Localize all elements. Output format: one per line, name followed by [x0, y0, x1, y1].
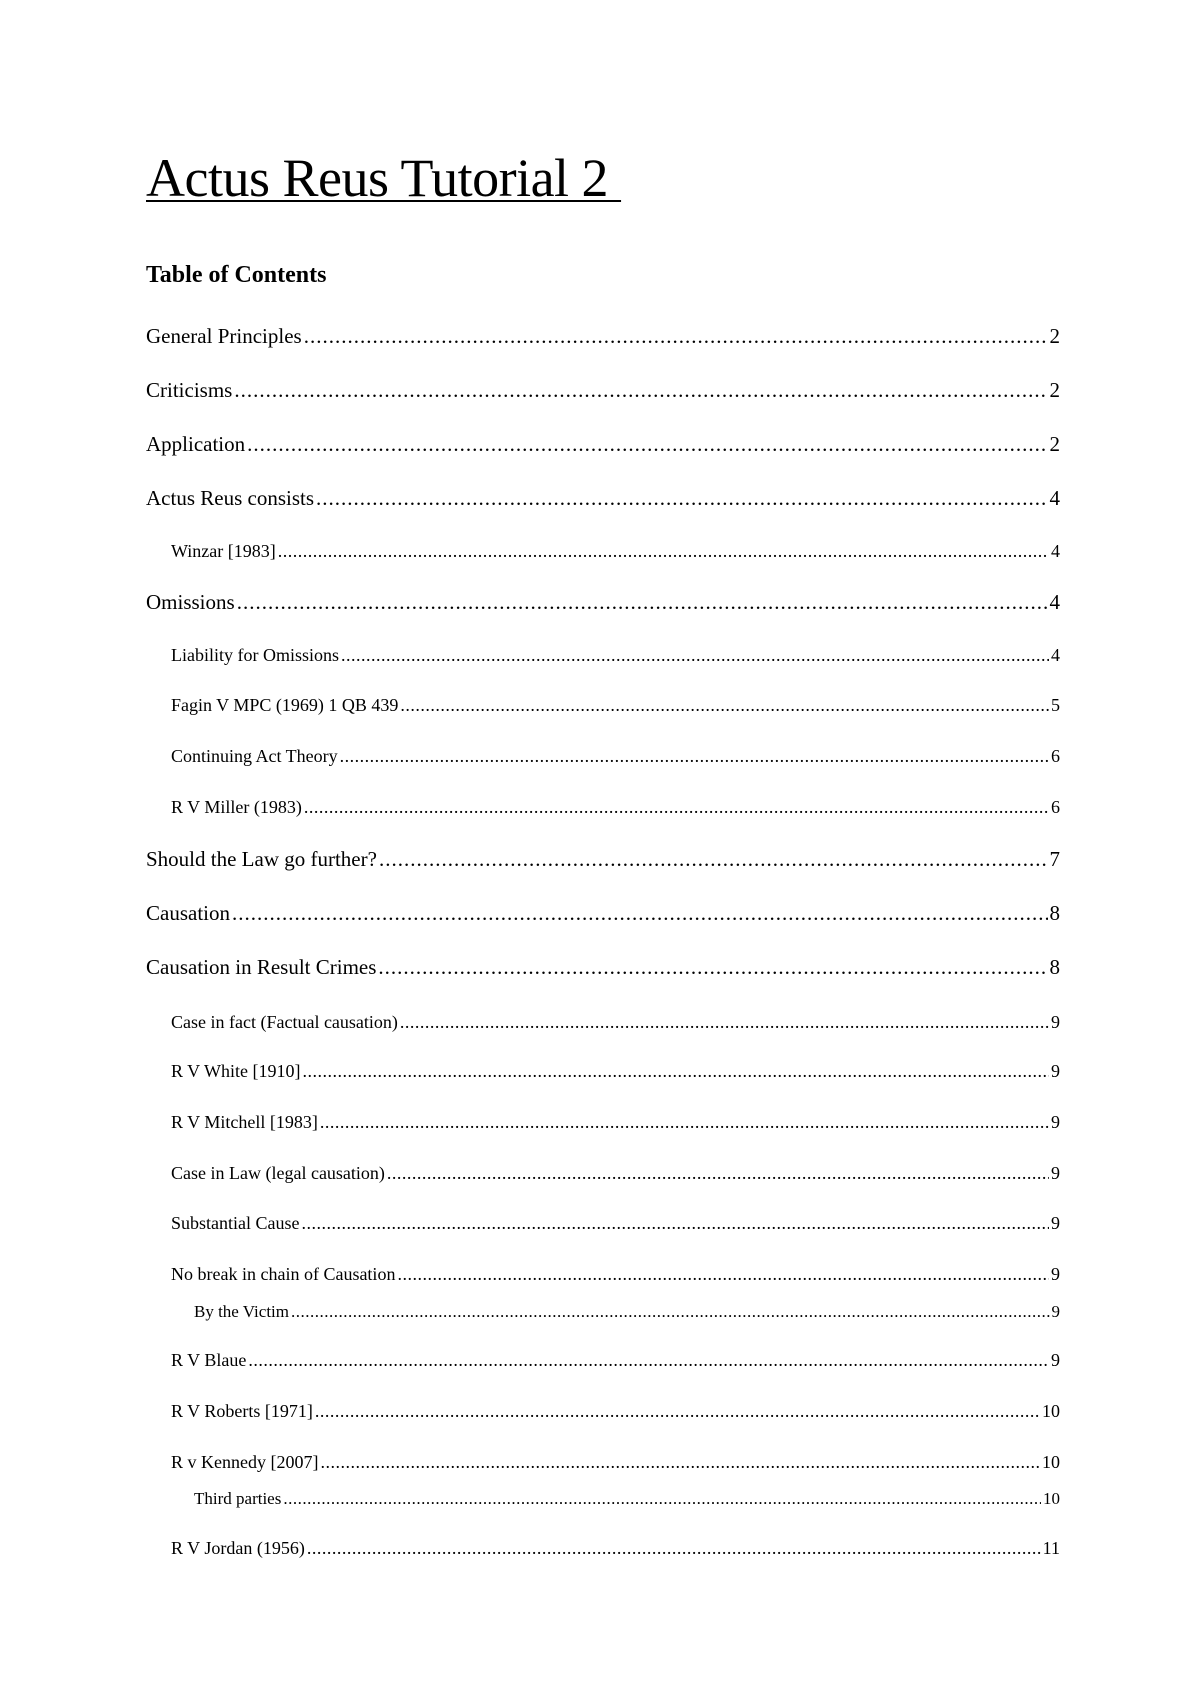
toc-entry-should-the-law-go-further[interactable]: [146, 845, 1060, 873]
toc-entry-page: 4: [1049, 590, 1060, 614]
toc-entry-third-parties[interactable]: [194, 1488, 1060, 1510]
dot-leader: [315, 1399, 1040, 1423]
dot-leader: [341, 643, 1049, 667]
dot-leader: [283, 1488, 1041, 1510]
toc-entry-page: 9: [1051, 1012, 1060, 1032]
dot-leader: [247, 430, 1047, 458]
toc-entry-label: Case in fact (Factual causation): [171, 1012, 398, 1032]
dot-leader: [304, 795, 1049, 819]
dot-leader: [234, 376, 1047, 404]
toc-entry-page: 11: [1042, 1538, 1060, 1558]
dot-leader: [304, 322, 1048, 350]
toc-entry-r-v-kennedy[interactable]: [171, 1450, 1060, 1474]
dot-leader: [397, 1262, 1049, 1286]
toc-entry-page: 9: [1051, 1264, 1060, 1284]
dot-leader: [302, 1211, 1050, 1235]
toc-entry-label: General Principles: [146, 324, 302, 348]
toc-entry-omissions[interactable]: [146, 588, 1060, 616]
dot-leader: [320, 1110, 1049, 1134]
toc-entry-substantial-cause[interactable]: [171, 1211, 1060, 1235]
toc-entry-r-v-roberts[interactable]: [171, 1399, 1060, 1423]
toc-entry-label: Fagin V MPC (1969) 1 QB 439: [171, 695, 399, 715]
toc-entry-page: 9: [1051, 1350, 1060, 1370]
toc-entry-liability-for-omissions[interactable]: [171, 643, 1060, 667]
dot-leader: [248, 1348, 1049, 1372]
toc-heading: Table of Contents: [146, 262, 327, 288]
toc-entry-label: Substantial Cause: [171, 1213, 300, 1233]
toc-entry-page: 9: [1051, 1061, 1060, 1081]
toc-entry-page: 10: [1042, 1452, 1060, 1472]
dot-leader: [316, 484, 1048, 512]
toc-entry-page: 9: [1051, 1112, 1060, 1132]
toc-entry-page: 6: [1051, 746, 1060, 766]
toc-entry-page: 9: [1051, 1163, 1060, 1183]
toc-entry-page: 7: [1049, 847, 1060, 871]
toc-entry-page: 8: [1049, 901, 1060, 925]
toc-entry-label: R V Blaue: [171, 1350, 247, 1370]
toc-entry-label: R V Miller (1983): [171, 797, 302, 817]
toc-entry-label: Application: [146, 432, 246, 456]
toc-entry-general-principles[interactable]: [146, 322, 1060, 350]
dot-leader: [379, 845, 1048, 873]
dot-leader: [303, 1059, 1050, 1083]
toc-entry-label: R V Jordan (1956): [171, 1538, 305, 1558]
toc-entry-label: Continuing Act Theory: [171, 746, 338, 766]
toc-entry-label: Causation: [146, 901, 230, 925]
dot-leader: [307, 1536, 1041, 1560]
toc-entry-criticisms[interactable]: [146, 376, 1060, 404]
toc-entry-label: Criticisms: [146, 378, 233, 402]
toc-entry-page: 10: [1042, 1401, 1060, 1421]
toc-entry-actus-reus-consists[interactable]: [146, 484, 1060, 512]
toc-entry-r-v-mitchell[interactable]: [171, 1110, 1060, 1134]
toc-entry-winzar[interactable]: [171, 539, 1060, 563]
dot-leader: [232, 899, 1048, 927]
toc-entry-label: Third parties: [194, 1489, 282, 1508]
toc-entry-label: R V Mitchell [1983]: [171, 1112, 318, 1132]
toc-entry-label: By the Victim: [194, 1302, 289, 1321]
toc-entry-label: Winzar [1983]: [171, 541, 276, 561]
document-title: Actus Reus Tutorial 2: [146, 148, 622, 208]
toc-entry-label: R v Kennedy [2007]: [171, 1452, 319, 1472]
toc-entry-r-v-blaue[interactable]: [171, 1348, 1060, 1372]
toc-entry-label: R V White [1910]: [171, 1061, 301, 1081]
dot-leader: [378, 953, 1047, 981]
toc-entry-application[interactable]: [146, 430, 1060, 458]
toc-entry-label: No break in chain of Causation: [171, 1264, 396, 1284]
toc-entry-page: 8: [1049, 955, 1060, 979]
toc-entry-label: Should the Law go further?: [146, 847, 377, 871]
toc-entry-label: Causation in Result Crimes: [146, 955, 377, 979]
dot-leader: [278, 539, 1049, 563]
toc-entry-r-v-white[interactable]: [171, 1059, 1060, 1083]
dot-leader: [340, 744, 1049, 768]
toc-entry-page: 2: [1049, 432, 1060, 456]
toc-entry-by-the-victim[interactable]: [194, 1301, 1060, 1323]
toc-entry-label: Omissions: [146, 590, 235, 614]
toc-entry-causation[interactable]: [146, 899, 1060, 927]
toc-entry-page: 9: [1051, 1213, 1060, 1233]
dot-leader: [400, 693, 1049, 717]
toc-entry-page: 4: [1051, 645, 1060, 665]
toc-entry-page: 10: [1043, 1489, 1060, 1508]
toc-entry-label: R V Roberts [1971]: [171, 1401, 313, 1421]
toc-entry-page: 6: [1051, 797, 1060, 817]
toc-entry-page: 2: [1049, 324, 1060, 348]
dot-leader: [400, 1010, 1049, 1034]
toc-entry-page: 5: [1051, 695, 1060, 715]
toc-entry-r-v-miller[interactable]: [171, 795, 1060, 819]
toc-entry-no-break-in-chain[interactable]: [171, 1262, 1060, 1286]
toc-entry-label: Liability for Omissions: [171, 645, 339, 665]
toc-entry-page: 4: [1049, 486, 1060, 510]
toc-entry-page: 4: [1051, 541, 1060, 561]
toc-entry-continuing-act-theory[interactable]: [171, 744, 1060, 768]
toc-entry-page: 9: [1051, 1302, 1060, 1321]
dot-leader: [237, 588, 1048, 616]
dot-leader: [387, 1161, 1049, 1185]
toc-entry-page: 2: [1049, 378, 1060, 402]
toc-entry-case-in-law[interactable]: [171, 1161, 1060, 1185]
toc-entry-causation-in-result-crimes[interactable]: [146, 953, 1060, 981]
toc-entry-case-in-fact[interactable]: [171, 1010, 1060, 1034]
toc-entry-label: Actus Reus consists: [146, 486, 314, 510]
toc-entry-label: Case in Law (legal causation): [171, 1163, 385, 1183]
dot-leader: [291, 1301, 1050, 1323]
toc-entry-fagin-v-mpc[interactable]: [171, 693, 1060, 717]
toc-entry-r-v-jordan[interactable]: [171, 1536, 1060, 1560]
dot-leader: [320, 1450, 1040, 1474]
